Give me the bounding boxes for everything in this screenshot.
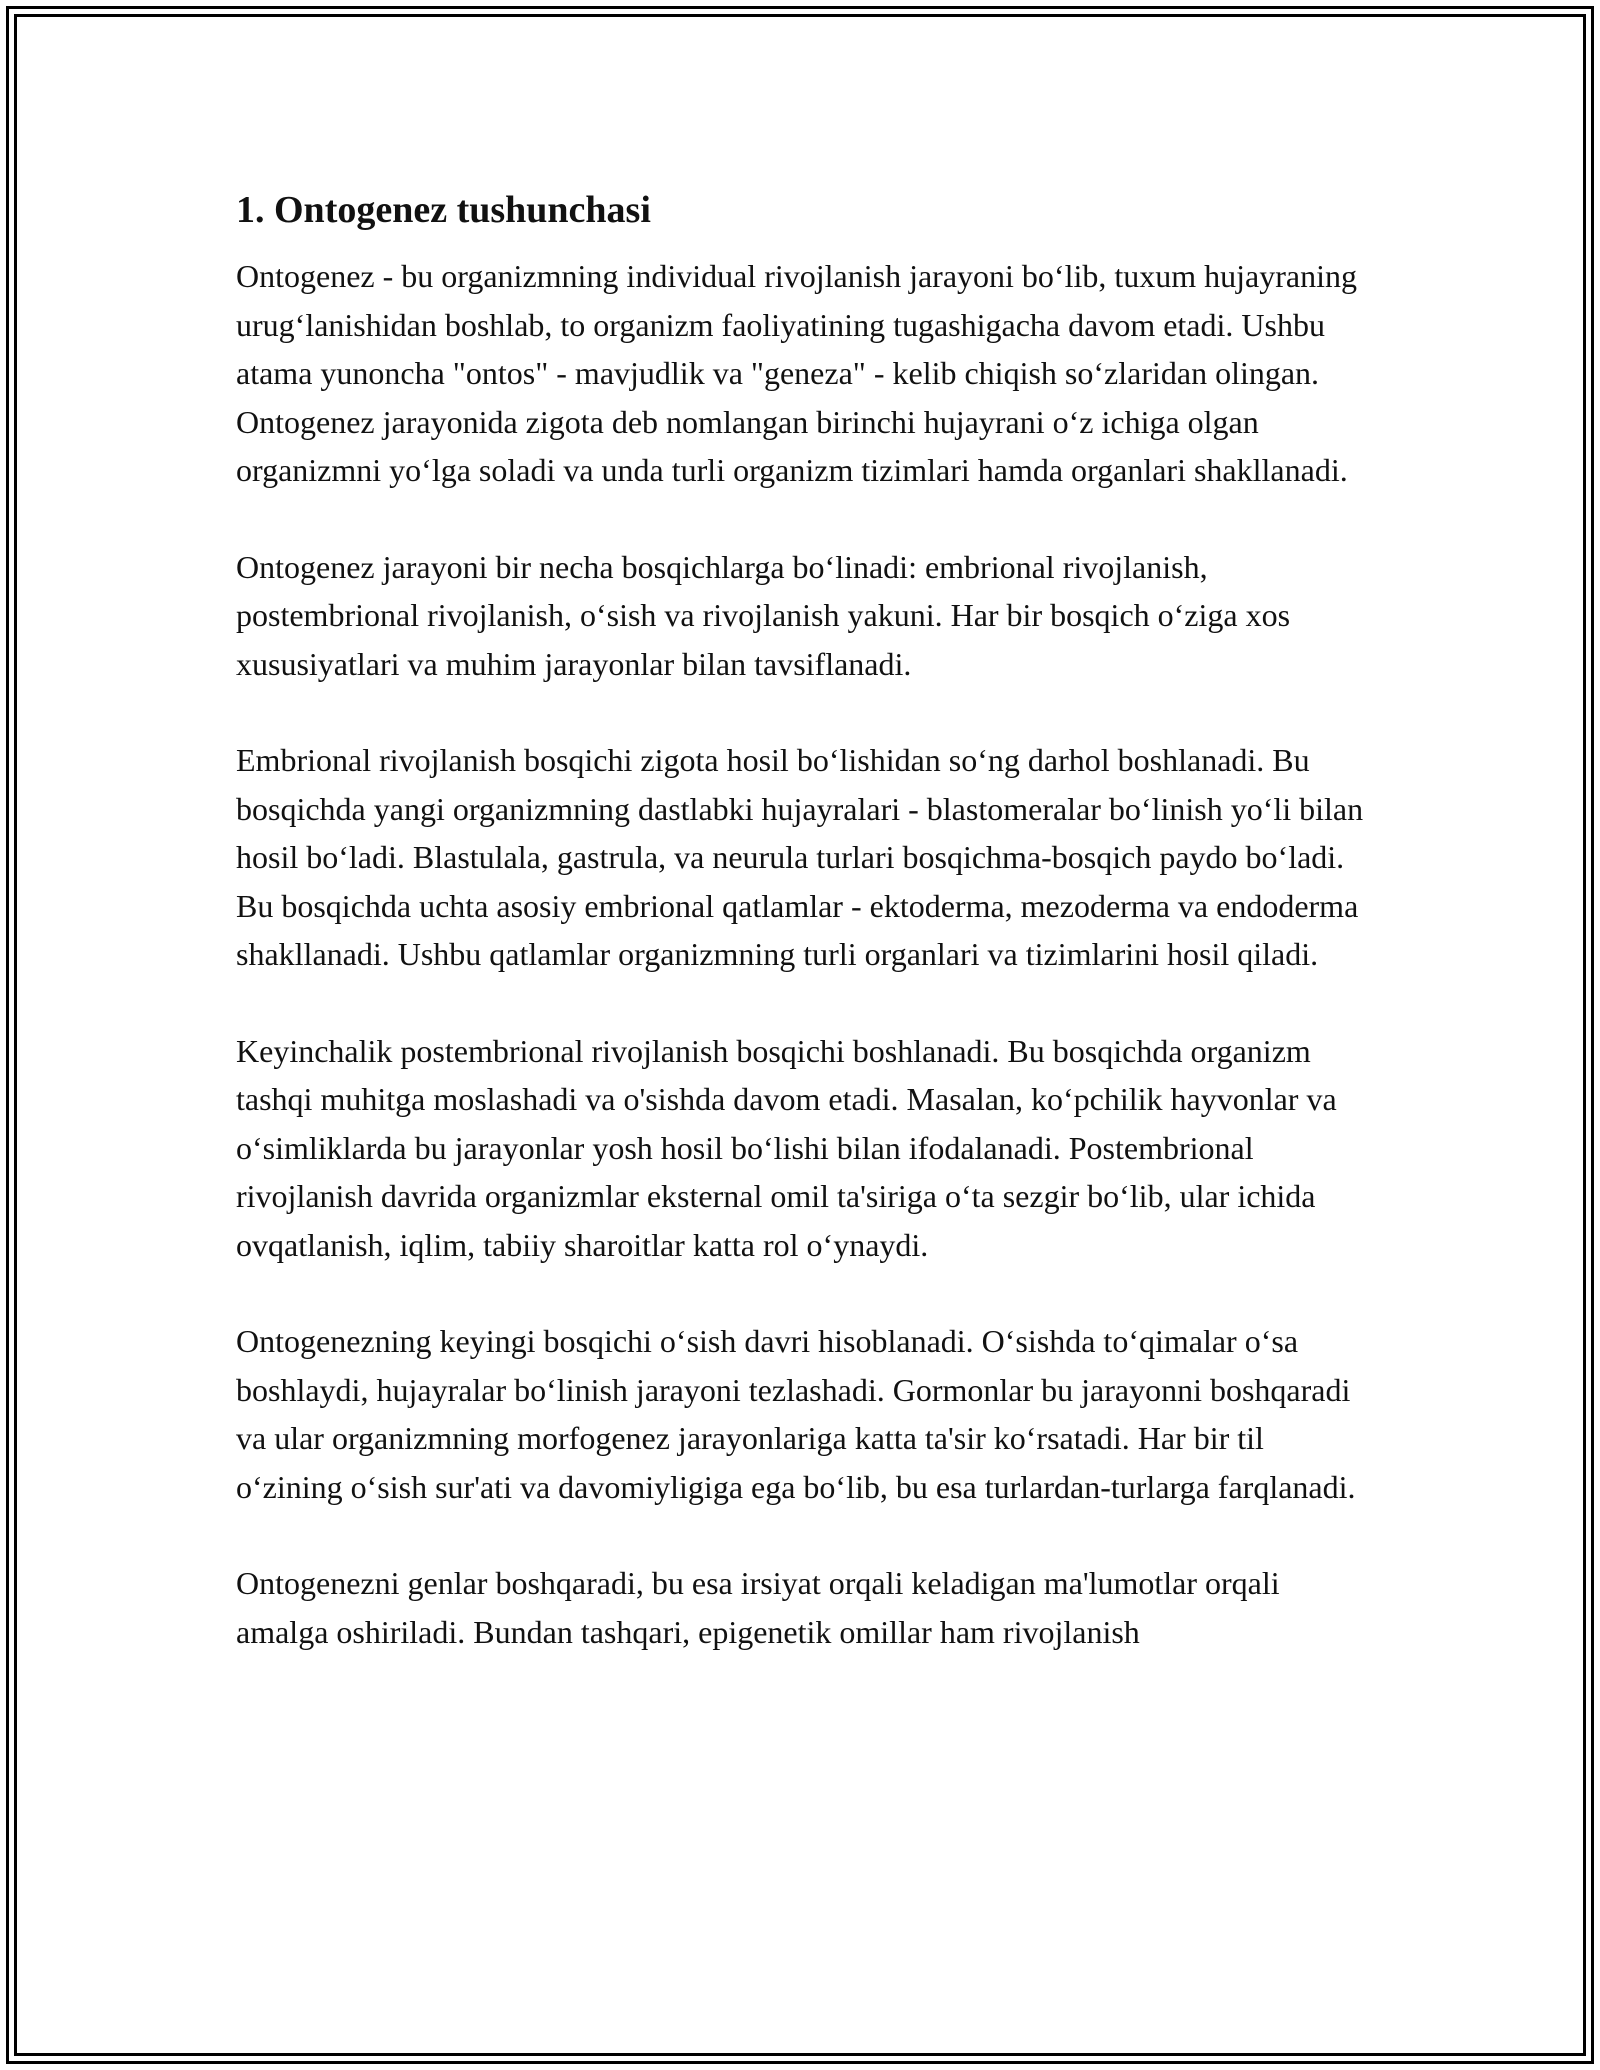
paragraph-postembryonic: Keyinchalik postembrional rivojlanish bosqichi boshlanadi. Bu bosqichda organizm tashqi muhitga moslashadi va o'sishda davom etadi. Masalan, ko‘pchilik hayvonlar va o‘simliklarda bu jarayonlar yosh hosil bo‘lishi bilan ifodalanadi. Postembrional rivojlanish davrida organizmlar eksternal omil ta'siriga o‘ta sezgir bo‘lib, ular ichida ovqatlanish, iqlim, tabiiy sharoitlar katta rol o‘ynaydi. bbox=[236, 1032, 1337, 1263]
document-body bbox=[236, 186, 1376, 1704]
paragraph-definition: Ontogenez - bu organizmning individual rivojlanish jarayoni bo‘lib, tuxum hujayraning urug‘lanishidan boshlab, to organizm faoliyatining tugashigacha davom etadi. Ushbu atama yunoncha "ontos" - mavjudlik va "geneza" - kelib chiqish so‘zlaridan olingan. Ontogenez jarayonida zigota deb nomlangan birinchi hujayrani o‘z ichiga olgan organizmni yo‘lga soladi va unda turli organizm tizimlari hamda organlari shakllanadi. bbox=[236, 258, 1357, 488]
paragraph-genes: Ontogenezni genlar boshqaradi, bu esa irsiyat orqali keladigan ma'lumotlar orqali amalga oshiriladi. Bundan tashqari, epigenetik omillar ham rivojlanish bbox=[236, 1565, 1280, 1650]
paragraph-embryonic: Embrional rivojlanish bosqichi zigota hosil bo‘lishidan so‘ng darhol boshlanadi. Bu bosqichda yangi organizmning dastlabki hujayralari - blastomeralar bo‘linish yo‘li bilan hosil bo‘ladi. Blastulala, gastrula, va neurula turlari bosqichma-bosqich paydo bo‘ladi. Bu bosqichda uchta asosiy embrional qatlamlar - ektoderma, mezoderma va endoderma shakllanadi. Ushbu qatlamlar organizmning turli organlari va tizimlarini hosil qiladi. bbox=[236, 742, 1364, 972]
section-heading: 1. Ontogenez tushunchasi bbox=[236, 189, 651, 231]
paragraph-growth: Ontogenezning keyingi bosqichi o‘sish davri hisoblanadi. O‘sishda to‘qimalar o‘sa boshlaydi, hujayralar bo‘linish jarayoni tezlashadi. Gormonlar bu jarayonni boshqaradi va ular organizmning morfogenez jarayonlariga katta ta'sir ko‘rsatadi. Har bir til o‘zining o‘sish sur'ati va davomiyligiga ega bo‘lib, bu esa turlardan-turlarga farqlanadi. bbox=[236, 1323, 1356, 1505]
paragraph-stages: Ontogenez jarayoni bir necha bosqichlarga bo‘linadi: embrional rivojlanish, postembrional rivojlanish, o‘sish va rivojlanish yakuni. Har bir bosqich o‘ziga xos xususiyatlari va muhim jarayonlar bilan tavsiflanadi. bbox=[236, 548, 1291, 682]
